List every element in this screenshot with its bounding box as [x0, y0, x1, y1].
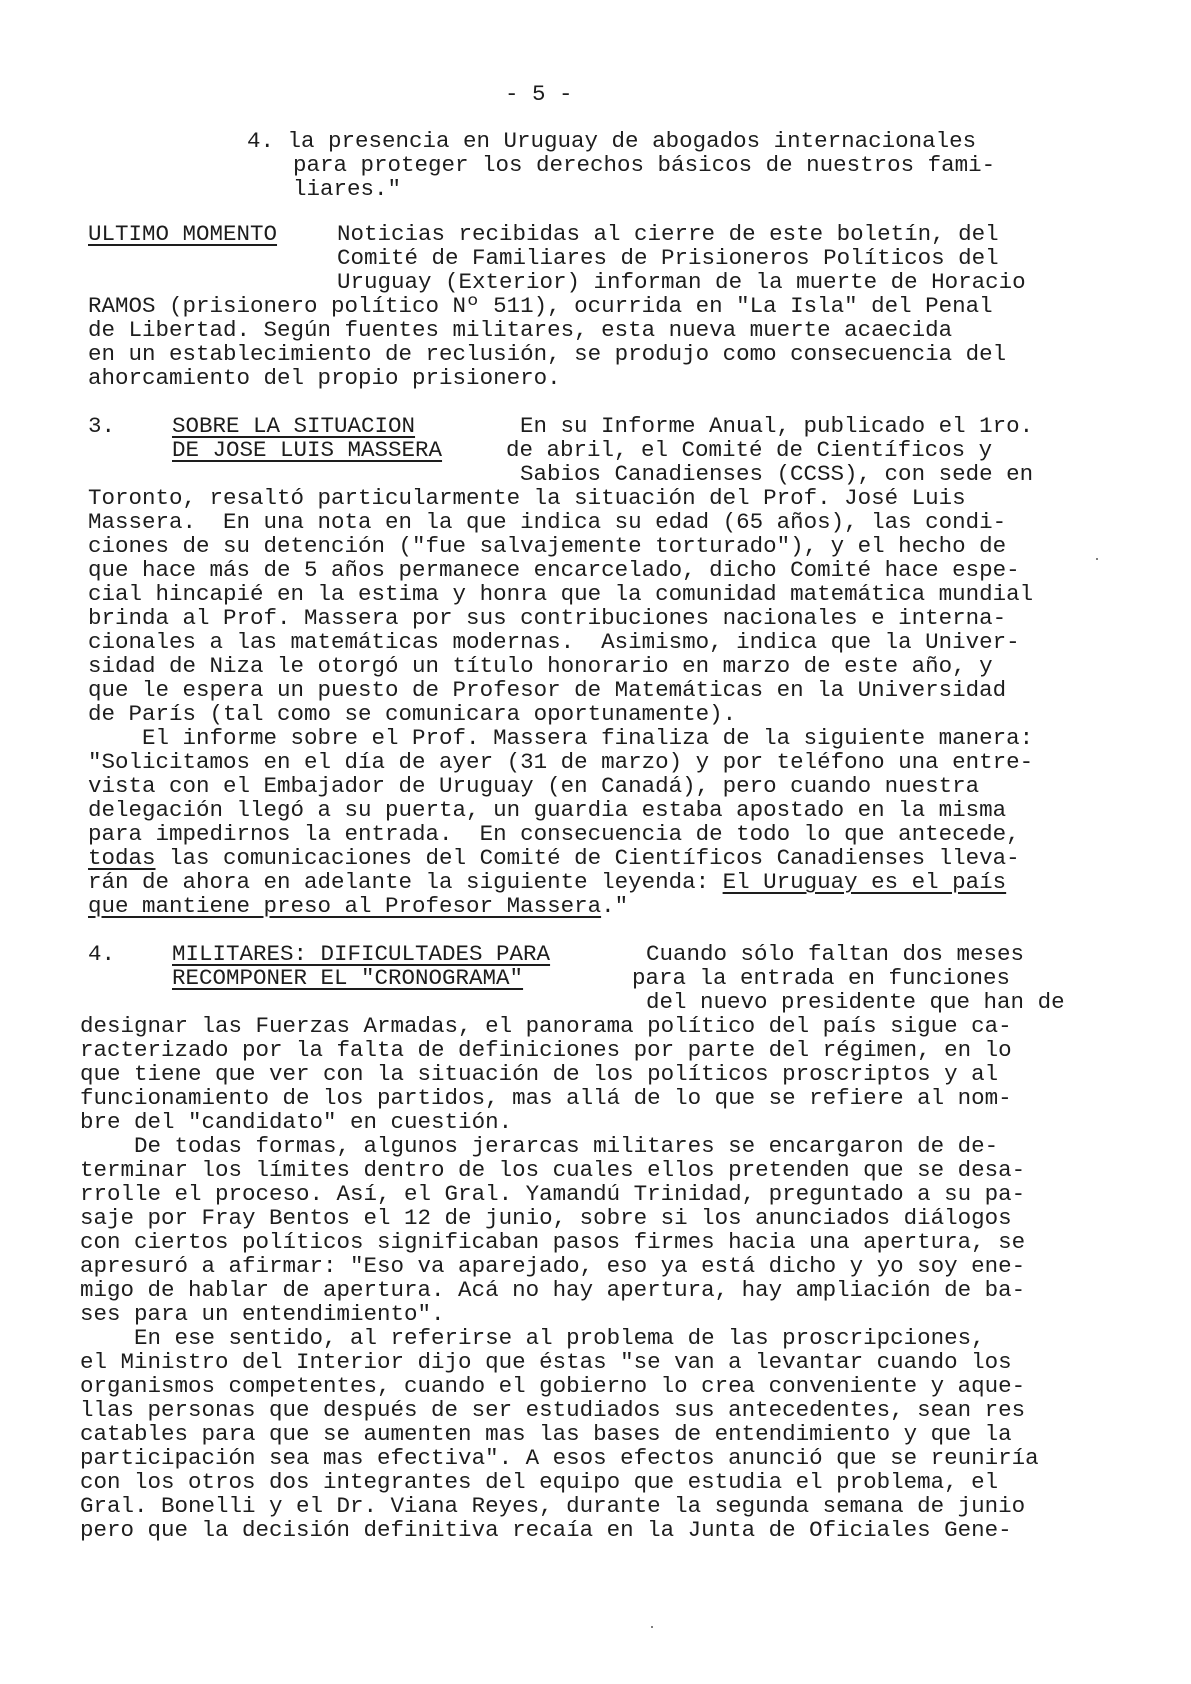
text-line — [88, 894, 628, 918]
text-line: cial hincapié en la estima y honra que la comunidad matemática mundial — [88, 581, 1034, 607]
underlined-phrase: El Uruguay es el país — [722, 869, 1007, 895]
scan-speck — [651, 1626, 653, 1628]
text-line: Toronto, resaltó particularmente la situación del Prof. José Luis — [88, 485, 966, 511]
text-line: designar las Fuerzas Armadas, el panorama político del país sigue ca- — [80, 1013, 1012, 1039]
text-line: Cuando sólo faltan dos meses — [646, 941, 1025, 967]
section-heading: ULTIMO MOMENTO — [88, 221, 278, 247]
text-span: rán de ahora en adelante la siguiente leyenda: — [88, 869, 723, 895]
text-line: cionales a las matemáticas modernas. Asimismo, indica que la Univer- — [88, 629, 1020, 655]
text-line: ahorcamiento del propio prisionero. — [88, 365, 561, 391]
section-number: 4. — [88, 941, 116, 967]
text-line: Uruguay (Exterior) informan de la muerte de Horacio — [337, 269, 1026, 295]
text-line: para impedirnos la entrada. En consecuencia de todo lo que antecede, — [88, 821, 1020, 847]
text-line: en un establecimiento de reclusión, se produjo como consecuencia del — [88, 341, 1007, 367]
text-line: migo de hablar de apertura. Acá no hay apertura, hay ampliación de ba- — [80, 1277, 1026, 1303]
text-line: catables para que se aumenten mas las bases de entendimiento y que la — [80, 1421, 1012, 1447]
text-line: liares." — [293, 176, 402, 202]
text-line: "Solicitamos en el día de ayer (31 de marzo) y por teléfono una entre- — [88, 749, 1034, 775]
page-number: - 5 - — [505, 81, 573, 107]
text-line: que hace más de 5 años permanece encarcelado, dicho Comité hace espe- — [88, 557, 1020, 583]
section-heading: DE JOSE LUIS MASSERA — [172, 437, 443, 463]
underlined-phrase: que mantiene preso al Profesor Massera — [88, 893, 602, 919]
text-line: con los otros dos integrantes del equipo que estudia el problema, el — [80, 1469, 999, 1495]
text-line: Gral. Bonelli y el Dr. Viana Reyes, durante la segunda semana de junio — [80, 1493, 1026, 1519]
text-line: llas personas que después de ser estudiados sus antecedentes, sean res — [80, 1397, 1026, 1423]
text-line: De todas formas, algunos jerarcas militares se encargaron de de- — [80, 1133, 999, 1159]
text-line: organismos competentes, cuando el gobierno lo crea conveniente y aque- — [80, 1373, 1026, 1399]
text-line: del nuevo presidente que han de — [646, 989, 1065, 1015]
text-line: 4. la presencia en Uruguay de abogados internacionales — [247, 128, 977, 154]
text-line: brinda al Prof. Massera por sus contribuciones nacionales e interna- — [88, 605, 1007, 631]
section-heading: MILITARES: DIFICULTADES PARA — [172, 941, 551, 967]
text-line: Sabios Canadienses (CCSS), con sede en — [520, 461, 1034, 487]
text-line: racterizado por la falta de definiciones por parte del régimen, en lo — [80, 1037, 1012, 1063]
text-span: las comunicaciones del Comité de Científicos Canadienses lleva- — [155, 845, 1020, 871]
text-line: el Ministro del Interior dijo que éstas "se van a levantar cuando los — [80, 1349, 1012, 1375]
text-line: ses para un entendimiento". — [80, 1301, 445, 1327]
text-line: RAMOS (prisionero político Nº 511), ocurrida en "La Isla" del Penal — [88, 293, 993, 319]
text-line: funcionamiento de los partidos, mas allá de lo que se refiere al nom- — [80, 1085, 1012, 1111]
text-span: ." — [601, 893, 629, 919]
text-line: Noticias recibidas al cierre de este boletín, del — [337, 221, 999, 247]
text-line: rrolle el proceso. Así, el Gral. Yamandú Trinidad, preguntado a su pa- — [80, 1181, 1026, 1207]
text-line: El informe sobre el Prof. Massera finaliza de la siguiente manera: — [88, 725, 1034, 751]
text-line: vista con el Embajador de Uruguay (en Canadá), pero cuando nuestra — [88, 773, 980, 799]
text-line: Comité de Familiares de Prisioneros Políticos del — [337, 245, 999, 271]
text-line: que le espera un puesto de Profesor de Matemáticas en la Universidad — [88, 677, 1007, 703]
section-heading: RECOMPONER EL "CRONOGRAMA" — [172, 965, 524, 991]
text-line: de Libertad. Según fuentes militares, esta nueva muerte acaecida — [88, 317, 953, 343]
text-line: apresuró a afirmar: "Eso va aparejado, eso ya está dicho y yo soy ene- — [80, 1253, 1026, 1279]
text-line — [88, 870, 1006, 894]
text-line — [88, 846, 1020, 870]
text-line: Massera. En una nota en la que indica su edad (65 años), las condi- — [88, 509, 1007, 535]
text-line: de abril, el Comité de Científicos y — [506, 437, 993, 463]
text-line: delegación llegó a su puerta, un guardia estaba apostado en la misma — [88, 797, 1007, 823]
text-line: bre del "candidato" en cuestión. — [80, 1109, 513, 1135]
text-line: de París (tal como se comunicara oportunamente). — [88, 701, 737, 727]
scan-speck — [1096, 558, 1098, 560]
text-line: que tiene que ver con la situación de los políticos proscriptos y al — [80, 1061, 999, 1087]
underlined-word: todas — [88, 845, 156, 871]
text-line: En su Informe Anual, publicado el 1ro. — [520, 413, 1034, 439]
text-line: ciones de su detención ("fue salvajemente torturado"), y el hecho de — [88, 533, 1007, 559]
text-line: con ciertos políticos significaban pasos firmes hacia una apertura, se — [80, 1229, 1026, 1255]
text-line: saje por Fray Bentos el 12 de junio, sobre si los anunciados diálogos — [80, 1205, 1012, 1231]
text-line: pero que la decisión definitiva recaía en la Junta de Oficiales Gene- — [80, 1517, 1012, 1543]
text-line: para la entrada en funciones — [632, 965, 1011, 991]
text-line: participación sea mas efectiva". A esos efectos anunció que se reuniría — [80, 1445, 1039, 1471]
section-number: 3. — [88, 413, 116, 439]
text-line: para proteger los derechos básicos de nuestros fami- — [293, 152, 996, 178]
text-line: En ese sentido, al referirse al problema de las proscripciones, — [80, 1325, 985, 1351]
text-line: sidad de Niza le otorgó un título honorario en marzo de este año, y — [88, 653, 993, 679]
text-line: terminar los límites dentro de los cuales ellos pretenden que se desa- — [80, 1157, 1026, 1183]
section-heading: SOBRE LA SITUACION — [172, 413, 416, 439]
